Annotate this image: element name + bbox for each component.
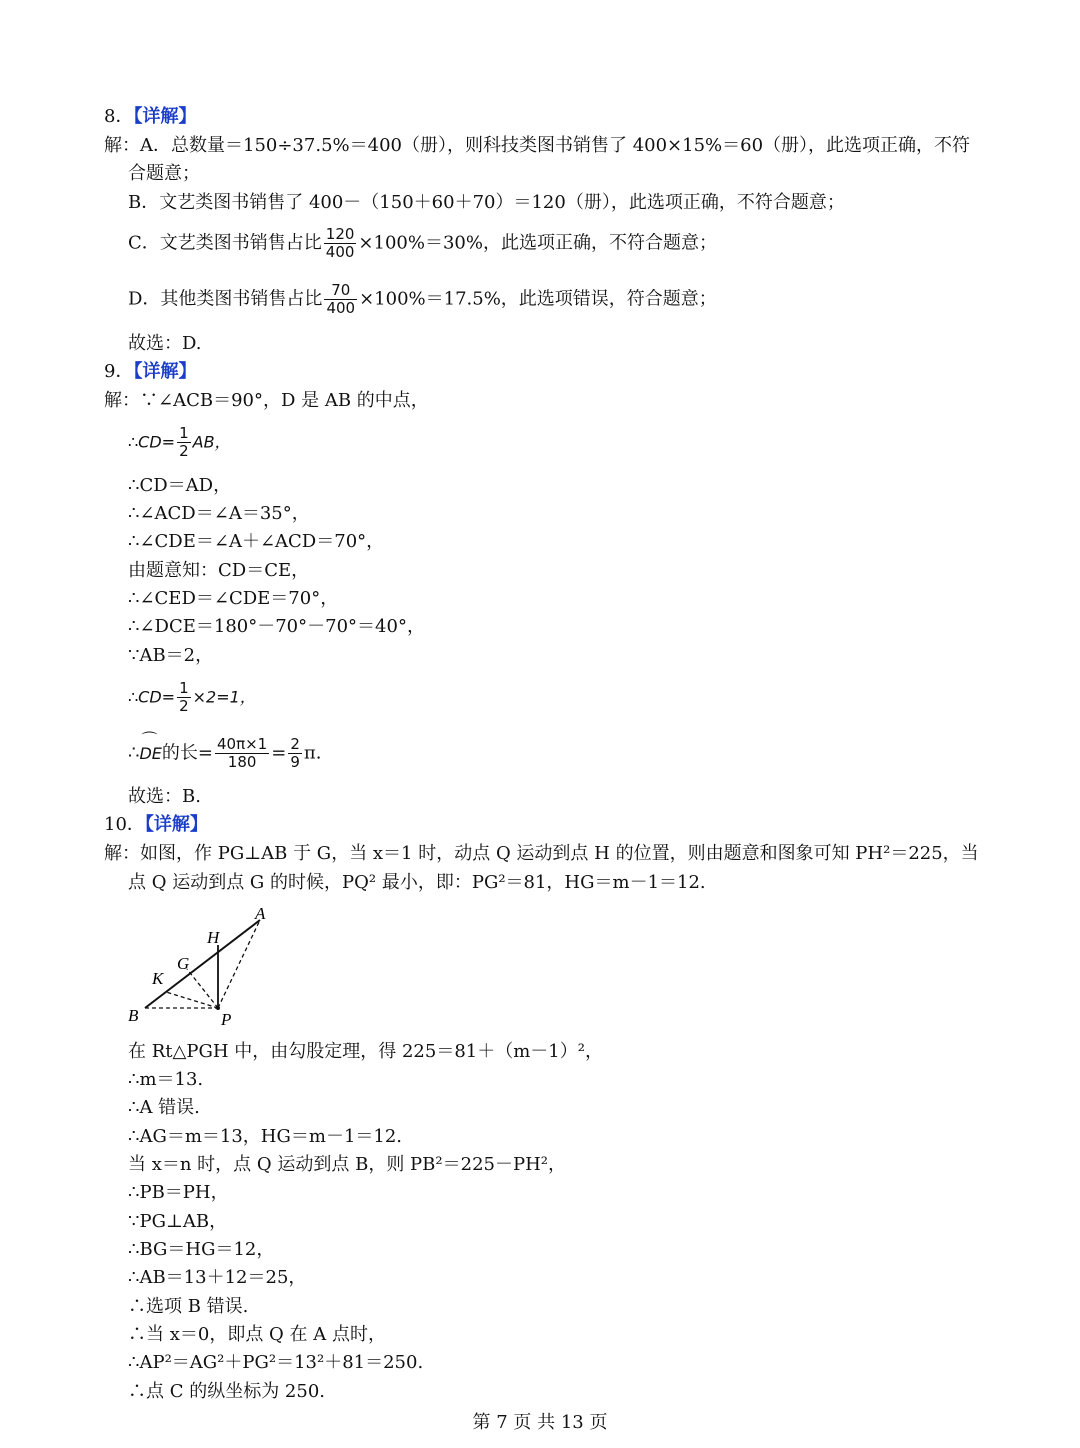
q8-line-4-text: C．文艺类图书销售占比: [128, 232, 322, 254]
segment-pg: [187, 969, 218, 1008]
q9-line-11: [128, 736, 321, 771]
q9-line-11-tail: π.: [303, 742, 322, 764]
q9-fraction-3-denominator: 180: [227, 753, 257, 771]
q10-triangle-figure: [125, 905, 285, 1030]
q9-line-11-text: 的长=: [161, 742, 213, 764]
q9-heading-label: 【详解】: [133, 361, 197, 382]
q9-line-2-text: ∴CD=: [128, 432, 176, 452]
q10-line-3: 在 Rt△PGH 中，由勾股定理，得 225＝81＋（m－1）²，: [128, 1041, 603, 1062]
q8-heading: [104, 106, 196, 128]
q9-line-4: ∴∠ACD＝∠A＝35°，: [128, 503, 310, 524]
q8-number: 8．: [104, 106, 134, 127]
q10-line-9: ∵PG⊥AB，: [128, 1211, 228, 1232]
q8-fraction-2-numerator: 70: [324, 282, 357, 300]
q9-heading: [104, 361, 196, 383]
label-k: K: [152, 969, 164, 988]
q9-line-7: ∴∠CED＝∠CDE＝70°，: [128, 588, 339, 609]
label-g: G: [177, 954, 190, 973]
q8-fraction-1: [324, 226, 357, 261]
segment-pa: [218, 920, 260, 1008]
q9-line-10-tail: ×2=1，: [192, 687, 256, 707]
page-footer: 第 7 页 共 13 页: [472, 1412, 608, 1433]
q10-number: 10．: [104, 814, 145, 835]
q10-line-12: ∴选项 B 错误.: [128, 1296, 249, 1317]
q9-fraction-4: [288, 736, 302, 771]
q8-line-1: 解：A．总数量＝150÷37.5%＝400（册），则科技类图书销售了 400×15%＝60（册），此选项正确，不符: [104, 135, 971, 156]
q9-fraction-1-numerator: 1: [179, 424, 189, 442]
q8-line-5-tail: ×100%＝17.5%，此选项错误，符合题意；: [359, 288, 717, 310]
q9-fraction-1-denominator: 2: [179, 442, 189, 460]
q10-heading-label: 【详解】: [144, 814, 208, 835]
q9-line-8: ∴∠DCE＝180°－70°－70°＝40°，: [128, 616, 425, 637]
label-p: P: [221, 1010, 232, 1029]
segment-ba: [145, 920, 260, 1008]
segment-pk: [166, 992, 218, 1008]
q10-line-7: 当 x＝n 时，点 Q 运动到点 B，则 PB²＝225－PH²，: [128, 1154, 566, 1175]
q9-line-2-tail: AB，: [192, 432, 231, 452]
q10-line-4: ∴m＝13.: [128, 1069, 204, 1090]
q9-line-6: 由题意知：CD＝CE，: [128, 560, 310, 581]
label-a: A: [255, 905, 266, 923]
q10-line-5: ∴A 错误.: [128, 1097, 200, 1118]
label-b: B: [128, 1006, 139, 1025]
point-p: [216, 1006, 220, 1010]
q9-number: 9．: [104, 361, 134, 382]
q9-line-11-therefore: ∴: [128, 742, 140, 764]
q9-line-10: [128, 680, 256, 715]
label-h: H: [207, 928, 220, 947]
q9-fraction-4-numerator: 2: [290, 735, 300, 753]
q9-fraction-1: [177, 425, 191, 460]
q8-fraction-2: [324, 282, 357, 317]
q8-fraction-2-denominator: 400: [326, 299, 356, 317]
q10-line-1: 解：如图，作 PG⊥AB 于 G，当 x＝1 时，动点 Q 运动到点 H 的位置，则由题意和图象可知 PH²＝225，当: [104, 843, 979, 864]
q8-line-4-tail: ×100%＝30%，此选项正确，不符合题意；: [358, 232, 717, 254]
q9-line-2: [128, 425, 231, 460]
q8-fraction-1-numerator: 120: [325, 225, 355, 243]
q10-line-8: ∴PB＝PH，: [128, 1182, 229, 1203]
q9-fraction-2-numerator: 1: [179, 679, 189, 697]
q9-line-1: 解：∵∠ACB＝90°，D 是 AB 的中点，: [104, 390, 429, 411]
q10-heading: [104, 814, 208, 836]
q9-fraction-2: [177, 680, 191, 715]
q9-line-12: 故选：B.: [128, 786, 201, 807]
q10-line-14: ∴AP²＝AG²＋PG²＝13²＋81＝250.: [128, 1352, 424, 1373]
q10-line-10: ∴BG＝HG＝12，: [128, 1239, 275, 1260]
q8-line-6: 故选：D.: [128, 333, 202, 354]
q9-line-5: ∴∠CDE＝∠A＋∠ACD＝70°，: [128, 531, 385, 552]
q8-line-5-text: D．其他类图书销售占比: [128, 288, 323, 310]
q10-line-2: 点 Q 运动到点 G 的时候，PQ² 最小，即：PG²＝81，HG＝m－1＝12.: [128, 872, 706, 893]
q8-line-5: [128, 282, 717, 317]
q8-fraction-1-denominator: 400: [325, 243, 355, 261]
q10-line-6: ∴AG＝m＝13，HG＝m－1＝12.: [128, 1126, 403, 1147]
q8-line-4: [128, 226, 717, 261]
q10-line-11: ∴AB＝13＋12＝25，: [128, 1267, 307, 1288]
q10-line-15: ∴点 C 的纵坐标为 250.: [128, 1381, 326, 1402]
q8-line-2: 合题意；: [128, 163, 200, 184]
q9-line-9: ∵AB＝2，: [128, 645, 214, 666]
q9-arc-de: ⌒ DE: [139, 743, 161, 765]
q9-line-11-equals: =: [271, 742, 287, 764]
q9-fraction-4-denominator: 9: [290, 753, 300, 771]
q8-line-3: B．文艺类图书销售了 400－（150＋60＋70）＝120（册），此选项正确，不符合题意；: [128, 192, 845, 213]
q9-fraction-2-denominator: 2: [179, 697, 189, 715]
q9-fraction-3-numerator: 40π×1: [216, 735, 268, 753]
q9-line-10-text: ∴CD=: [128, 687, 176, 707]
q9-fraction-3: [215, 736, 269, 771]
q9-line-3: ∴CD＝AD，: [128, 475, 232, 496]
q10-line-13: ∴当 x＝0，即点 Q 在 A 点时，: [128, 1324, 386, 1345]
q8-heading-label: 【详解】: [133, 106, 197, 127]
